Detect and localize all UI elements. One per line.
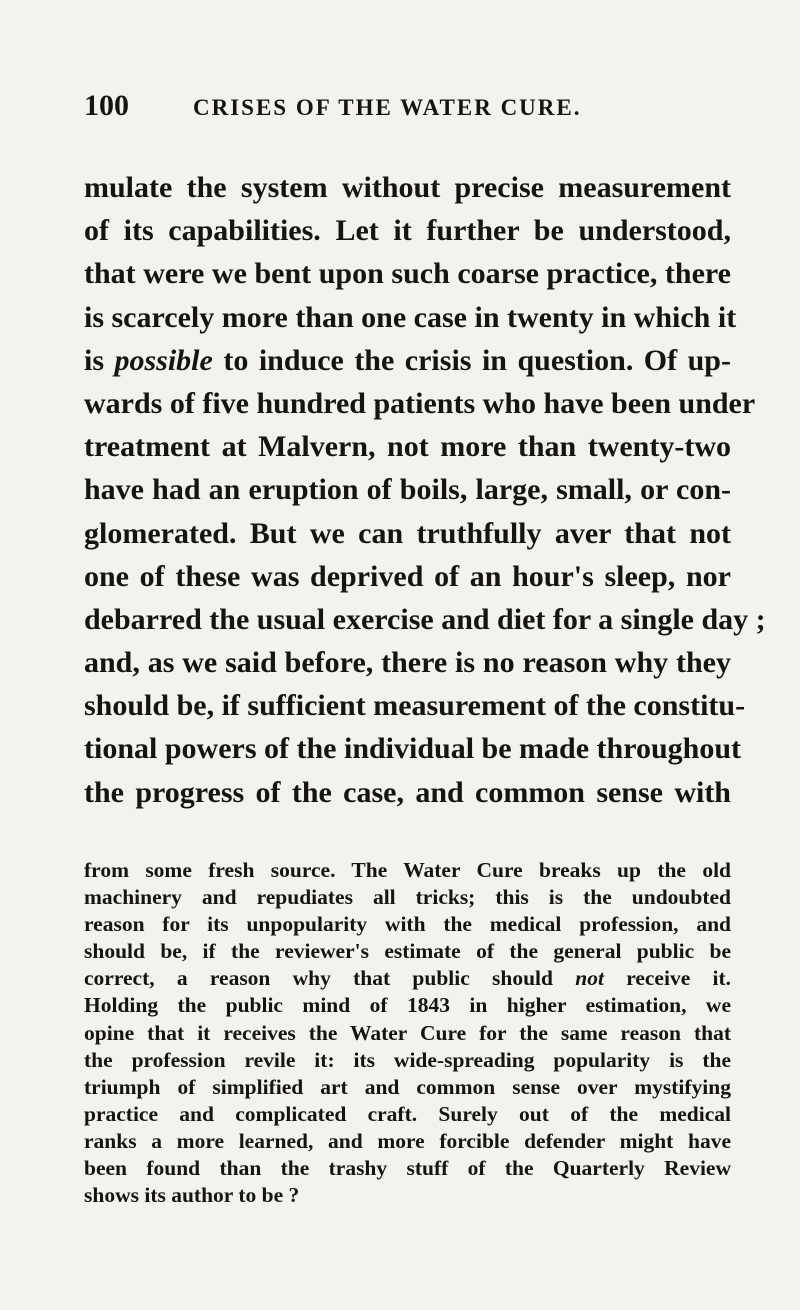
- emphasized-word: not: [575, 966, 604, 991]
- text-line: the progress of the case, and common sense with: [84, 775, 731, 809]
- text-segment: is possible to induce the crisis in question. Of up-: [84, 343, 731, 377]
- quote-line: reason for its unpopularity with the medical profession, and: [84, 912, 731, 937]
- text-line: treatment at Malvern, not more than twenty-two: [84, 430, 731, 464]
- text-line: debarred the usual exercise and diet for a single day ;: [84, 602, 766, 636]
- quote-line: should be, if the reviewer's estimate of the general public be: [84, 939, 731, 964]
- page-header: [84, 89, 724, 129]
- quote-line: the profession revile it: its wide-spreading popularity is the: [84, 1047, 731, 1072]
- text-line: that were we bent upon such coarse practice, there: [84, 257, 731, 291]
- quote-line: ranks a more learned, and more forcible defender might have: [84, 1128, 731, 1153]
- running-title: CRISES OF THE WATER CURE.: [193, 95, 582, 120]
- text-line: and, as we said before, there is no reason why they: [84, 646, 731, 680]
- text-line: tional powers of the individual be made throughout: [84, 732, 742, 766]
- text-line: mulate the system without precise measurement: [84, 171, 731, 204]
- quote-line: from some fresh source. The Water Cure breaks up the old: [84, 858, 731, 882]
- text-line: have had an eruption of boils, large, small, or con-: [84, 473, 731, 507]
- quote-line: opine that it receives the Water Cure for the same reason that: [84, 1020, 731, 1045]
- text-line: should be, if sufficient measurement of the constitu-: [84, 689, 746, 723]
- text-line-with-emphasis: [84, 339, 731, 382]
- main-paragraph: [84, 166, 766, 814]
- text-segment: correct, a reason why that public should not receive it.: [84, 966, 732, 991]
- emphasized-word: possible: [114, 343, 213, 377]
- text-line: wards of five hundred patients who have been under: [84, 386, 756, 420]
- quote-line-with-emphasis: [84, 965, 731, 992]
- quote-line: shows its author to be ?: [84, 1183, 300, 1208]
- quote-line: machinery and repudiates all tricks; this is the undoubted: [84, 885, 731, 910]
- text-line: is scarcely more than one case in twenty in which it: [84, 300, 737, 334]
- text-line: glomerated. But we can truthfully aver that not: [84, 516, 731, 550]
- quote-line: been found than the trashy stuff of the Quarterly Review: [84, 1156, 731, 1181]
- quote-line: triumph of simplified art and common sense over mystifying: [84, 1074, 731, 1099]
- text-line: one of these was deprived of an hour's sleep, nor: [84, 559, 731, 593]
- page-number: 100: [84, 89, 129, 122]
- quote-line: practice and complicated craft. Surely out of the medical: [84, 1101, 731, 1126]
- quote-line: Holding the public mind of 1843 in higher estimation, we: [84, 993, 731, 1018]
- quoted-paragraph: [84, 857, 731, 1209]
- text-line: of its capabilities. Let it further be understood,: [84, 214, 731, 248]
